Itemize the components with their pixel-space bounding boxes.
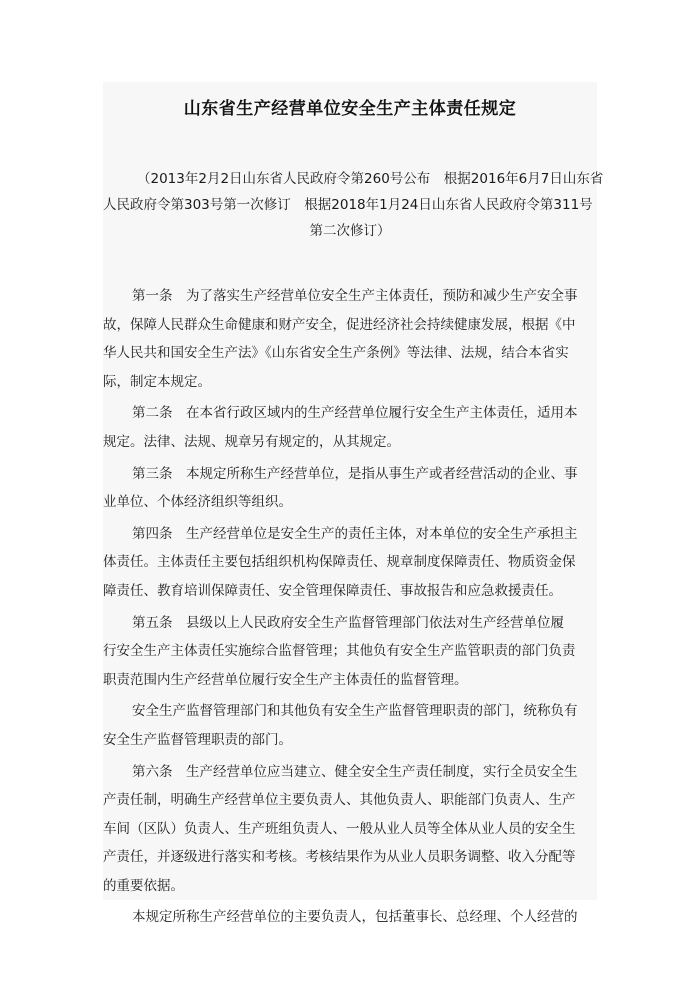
- paragraph-line: 业单位、个体经济组织等组织。: [103, 494, 292, 511]
- article-paragraph: [103, 697, 597, 754]
- paragraph-line: 第六条 生产经营单位应当建立、健全安全生产责任制度，实行全员安全生: [132, 763, 578, 780]
- article-paragraph: [103, 609, 597, 695]
- paragraph-line: 产责任，并逐级进行落实和考核。考核结果作为从业人员职务调整、收入分配等: [103, 849, 576, 866]
- paragraph-line: 的重要依据。: [103, 877, 184, 894]
- document-page: [103, 82, 604, 926]
- paragraph-line: 第三条 本规定所称生产经营单位，是指从事生产或者经营活动的企业、事: [132, 465, 578, 482]
- article-paragraph: [103, 282, 597, 396]
- paragraph-line: 规定。法律、法规、规章另有规定的，从其规定。: [103, 433, 400, 450]
- paragraph-line: 行安全生产主体责任实施综合监督管理；其他负有安全生产监管职责的部门负责: [103, 643, 576, 660]
- paragraph-line: 体责任。主体责任主要包括组织机构保障责任、规章制度保障责任、物质资金保: [103, 554, 576, 571]
- article-paragraph: [103, 460, 597, 517]
- paragraph-line: 际，制定本规定。: [103, 373, 211, 390]
- paragraph-line: 职责范围内生产经营单位履行安全生产主体责任的监督管理。: [103, 671, 468, 688]
- article-paragraph: [103, 903, 597, 932]
- paragraph-line: 障责任、教育培训保障责任、安全管理保障责任、事故报告和应急救援责任。: [103, 582, 562, 599]
- paragraph-line: 第五条 县级以上人民政府安全生产监督管理部门依法对生产经营单位履: [132, 614, 564, 631]
- paragraph-line: 华人民共和国安全生产法》《山东省安全生产条例》等法律、法规，结合本省实: [103, 345, 569, 362]
- intro-line: 人民政府令第303号第一次修订 根据2018年1月24日山东省人民政府令第311号: [103, 197, 593, 213]
- article-paragraph: [103, 758, 597, 901]
- paragraph-line: 车间（区队）负责人、生产班组负责人、一般从业人员等全体从业人员的安全生: [103, 820, 576, 837]
- paragraph-line: 安全生产监督管理部门和其他负有安全生产监督管理职责的部门，统称负有: [132, 703, 578, 720]
- intro-line: 第二次修订）: [309, 223, 391, 239]
- paragraph-line: 本规定所称生产经营单位的主要负责人，包括董事长、总经理、个人经营的: [132, 909, 578, 926]
- document-intro: [103, 166, 604, 244]
- paragraph-line: 第二条 在本省行政区域内的生产经营单位履行安全生产主体责任，适用本: [132, 405, 578, 422]
- paragraph-line: 第四条 生产经营单位是安全生产的责任主体，对本单位的安全生产承担主: [132, 525, 578, 542]
- paragraph-line: 产责任制，明确生产经营单位主要负责人、其他负责人、职能部门负责人、生产: [103, 792, 576, 809]
- article-paragraph: [103, 520, 597, 606]
- paragraph-line: 安全生产监督管理职责的部门。: [103, 731, 292, 748]
- article-paragraph: [103, 399, 597, 456]
- intro-line: （2013年2月2日山东省人民政府令第260号公布 根据2016年6月7日山东省: [137, 171, 604, 187]
- document-body: [103, 282, 597, 935]
- document-title: 山东省生产经营单位安全生产主体责任规定: [183, 99, 517, 119]
- paragraph-line: 第一条 为了落实生产经营单位安全生产主体责任，预防和减少生产安全事: [132, 288, 578, 304]
- paragraph-line: 故，保障人民群众生命健康和财产安全，促进经济社会持续健康发展，根据《中: [103, 316, 576, 333]
